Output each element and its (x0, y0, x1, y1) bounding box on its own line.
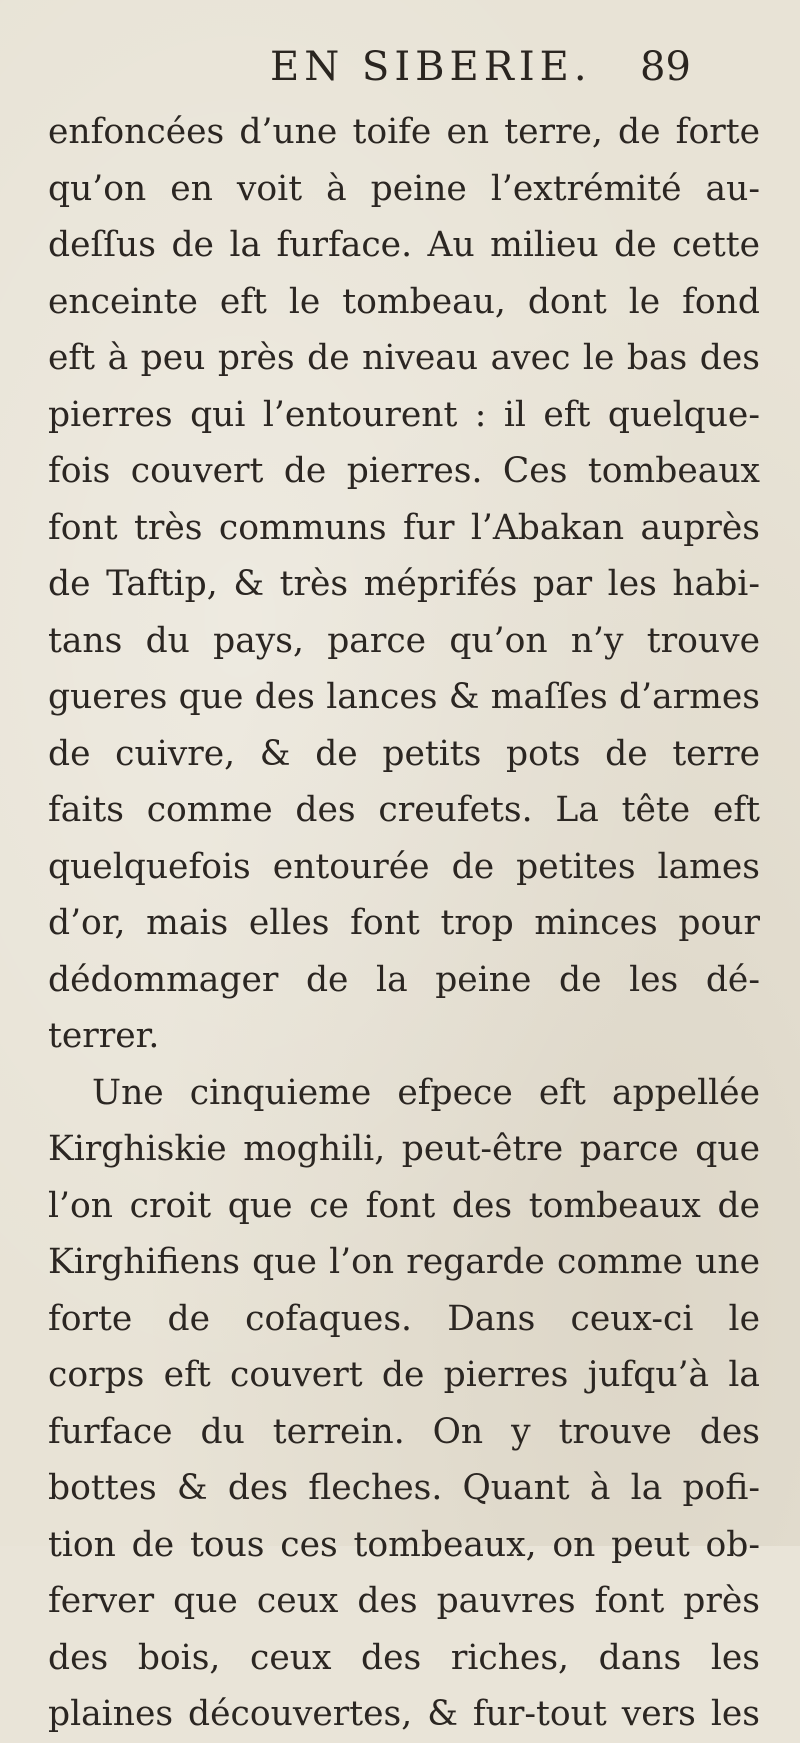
running-head: EN SIBERIE. (270, 44, 592, 90)
text-line: font très communs fur l’Abakan auprès (48, 507, 760, 548)
text-line: eft à peu près de niveau avec le bas des (48, 338, 760, 378)
page-header (0, 44, 800, 94)
text-line: quelquefois entourée de petites lames (48, 846, 760, 887)
text-line: tans du pays, parce qu’on n’y trouve (48, 620, 760, 661)
text-line: enfoncées d’une toife en terre, de forte (48, 112, 760, 152)
text-line: qu’on en voit à peine l’extrémité au- (48, 168, 760, 209)
text-line: de Taftip, & très méprifés par les habi- (48, 564, 760, 604)
text-line: enceinte eft le tombeau, dont le fond (48, 281, 760, 322)
text-line: gueres que des lances & maſſes d’armes (48, 677, 760, 717)
text-line: fois couvert de pierres. Ces tombeaux (48, 451, 760, 491)
text-line: de cuivre, & de petits pots de terre (48, 733, 760, 774)
text-line: plaines découvertes, & fur-tout vers les (48, 1694, 760, 1734)
text-line: bottes & des fleches. Quant à la pofi- (48, 1468, 760, 1508)
paragraph-end-line: terrer. (48, 1016, 160, 1056)
text-line: forte de cofaques. Dans ceux-ci le (48, 1298, 760, 1339)
paragraph-start-line: Une cinquieme efpece eft appellée (92, 1072, 760, 1113)
text-line: tion de tous ces tombeaux, on peut ob- (48, 1524, 760, 1565)
text-line: Kirghifiens que l’on regarde comme une (48, 1242, 760, 1282)
text-line: dédommager de la peine de les dé- (48, 959, 760, 1000)
text-line: faits comme des creufets. La tête eft (48, 790, 760, 830)
page-number: 89 (640, 44, 691, 90)
body-text (48, 104, 760, 1743)
text-line: Kirghiskie moghili, peut-être parce que (48, 1129, 760, 1169)
text-line: pierres qui l’entourent : il eft quelque- (48, 394, 760, 435)
text-line: furface du terrein. On y trouve des (48, 1411, 760, 1452)
text-line: deſſus de la furface. Au milieu de cette (48, 225, 760, 265)
text-line: ferver que ceux des pauvres font près (48, 1581, 760, 1621)
text-line: l’on croit que ce font des tombeaux de (48, 1185, 760, 1226)
text-line: des bois, ceux des riches, dans les (48, 1637, 760, 1678)
text-line: d’or, mais elles font trop minces pour (48, 903, 760, 943)
text-line: corps eft couvert de pierres jufqu’à la (48, 1355, 760, 1395)
